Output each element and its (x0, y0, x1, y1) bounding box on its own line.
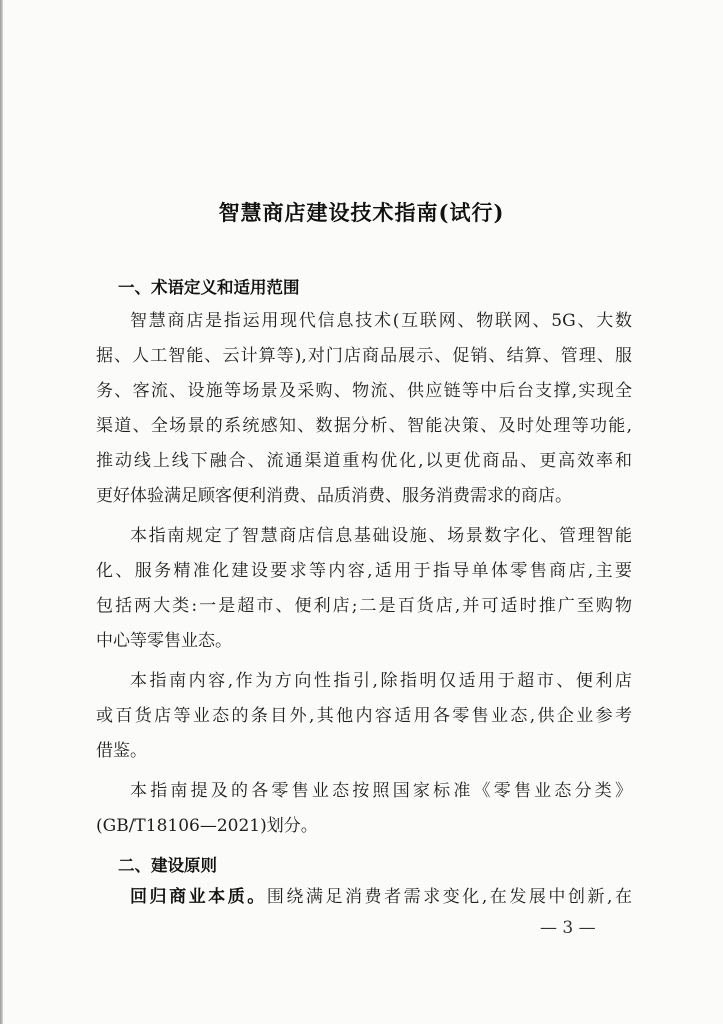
paragraph-line (130, 882, 632, 912)
paragraph-line: 包括两大类:一是超市、便利店;二是百货店,并可适时推广至购物 (96, 596, 632, 616)
paragraph-line: 化、服务精准化建设要求等内容,适用于指导单体零售商店,主要 (96, 561, 632, 581)
paragraph-line: 本指南内容,作为方向性指引,除指明仅适用于超市、便利店 (130, 671, 632, 691)
page-number: — 3 — (540, 918, 596, 938)
paragraph-line: 本指南规定了智慧商店信息基础设施、场景数字化、管理智能 (130, 526, 632, 546)
paragraph-line: 务、客流、设施等场景及采购、物流、供应链等中后台支撑,实现全 (96, 381, 632, 401)
paragraph-line: 渠道、全场景的系统感知、数据分析、智能决策、及时处理等功能, (96, 416, 632, 436)
document-title: 智慧商店建设技术指南(试行) (218, 200, 505, 225)
paragraph-line: 或百货店等业态的条目外,其他内容适用各零售业态,供企业参考 (96, 706, 632, 726)
principle-text: 围绕满足消费者需求变化,在发展中创新,在 (266, 887, 633, 907)
paragraph-line: 据、人工智能、云计算等),对门店商品展示、促销、结算、管理、服 (96, 346, 632, 366)
paragraph-line: 借鉴。 (96, 741, 147, 761)
page-binding-edge (0, 0, 3, 1024)
paragraph-line: 中心等零售业态。 (96, 631, 232, 651)
section-heading-2: 二、建设原则 (118, 856, 217, 875)
paragraph-line: 推动线上线下融合、流通渠道重构优化,以更优商品、更高效率和 (96, 451, 632, 471)
section-heading-1: 一、术语定义和适用范围 (118, 278, 300, 297)
paragraph-line: 更好体验满足顾客便利消费、品质消费、服务消费需求的商店。 (96, 486, 572, 506)
paragraph-line: 本指南提及的各零售业态按照国家标准《零售业态分类》 (130, 781, 632, 801)
paragraph-line: (GB/T18106—2021)划分。 (96, 816, 318, 836)
principle-title: 回归商业本质。 (130, 887, 267, 907)
paragraph-line: 智慧商店是指运用现代信息技术(互联网、物联网、5G、大数 (130, 311, 632, 331)
